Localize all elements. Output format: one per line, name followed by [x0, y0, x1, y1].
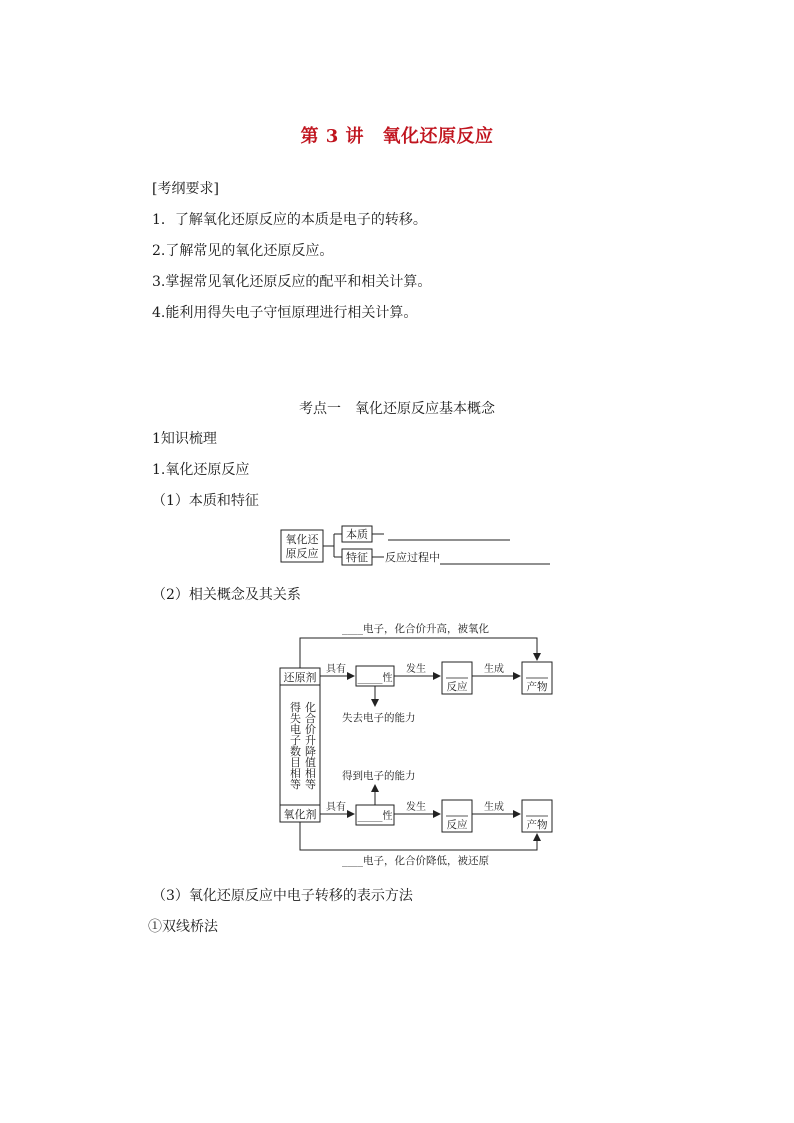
requirement-item-1: 1．了解氧化还原反应的本质是电子的转移。	[152, 212, 427, 228]
property-top: _____性	[357, 673, 393, 684]
bottom-loop-arrow	[300, 822, 537, 850]
concept-relation-diagram	[276, 618, 566, 870]
root-label-line1: 氧化还	[285, 533, 319, 546]
requirement-item-4: 4.能利用得失电子守恒原理进行相关计算。	[152, 305, 418, 321]
vertical-left-text: 得失电子数目相等	[290, 701, 301, 791]
knowledge-heading: 1知识梳理	[152, 431, 217, 447]
property-bottom: _____性	[357, 811, 393, 822]
root-label-line2: 原反应	[285, 547, 319, 560]
vertical-right-text: 化合价升降值相等	[305, 701, 316, 791]
gain-ability-text: 得到电子的能力	[342, 770, 416, 782]
subheading-redox: 1.氧化还原反应	[152, 462, 250, 478]
top-arrow-text: ____电子，化合价升高，被氧化	[342, 623, 489, 635]
essence-label: 本质	[346, 528, 368, 541]
has-label-bottom: 具有	[326, 802, 346, 813]
product-label-top: 产物	[526, 681, 548, 693]
method-1-heading: ①双线桥法	[148, 919, 218, 935]
feature-label: 特征	[346, 551, 368, 564]
section-title: 考点一 氧化还原反应基本概念	[299, 401, 495, 417]
requirement-item-2: 2.了解常见的氧化还原反应。	[152, 243, 334, 259]
occur-label-top: 发生	[406, 664, 426, 675]
page-title: 第 3 讲 氧化还原反应	[300, 126, 494, 147]
oxidant-label: 氧化剂	[283, 808, 317, 821]
bottom-arrow-text: ____电子，化合价降低，被还原	[342, 855, 489, 867]
occur-label-bottom: 发生	[406, 802, 426, 813]
lose-ability-text: 失去电子的能力	[342, 712, 416, 724]
product-label-bottom: 产物	[526, 819, 548, 831]
part-1-heading: （1）本质和特征	[152, 493, 259, 509]
reaction-label-top: 反应	[446, 681, 468, 693]
generate-label-bottom: 生成	[484, 802, 504, 813]
reductant-label: 还原剂	[283, 671, 317, 684]
part-3-heading: （3）氧化还原反应中电子转移的表示方法	[152, 888, 413, 904]
essence-feature-diagram	[280, 524, 560, 570]
requirements-heading: [考纲要求]	[152, 181, 219, 197]
part-2-heading: （2）相关概念及其关系	[152, 587, 301, 603]
feature-text: 反应过程中	[385, 551, 440, 564]
generate-label-top: 生成	[484, 664, 504, 675]
reaction-label-bottom: 反应	[446, 819, 468, 831]
requirement-item-3: 3.掌握常见氧化还原反应的配平和相关计算。	[152, 274, 432, 290]
has-label-top: 具有	[326, 664, 346, 675]
